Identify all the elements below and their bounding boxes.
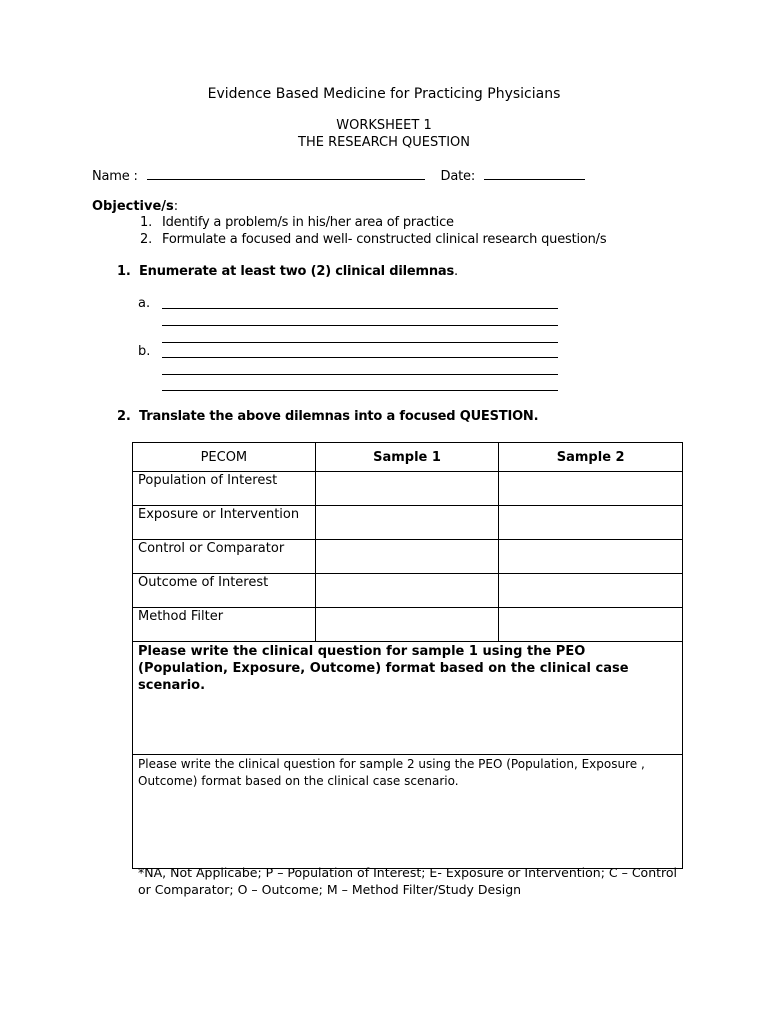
objective-text: Formulate a focused and well- constructed clinical research question/s bbox=[162, 232, 607, 247]
row-label-exposure: Exposure or Intervention bbox=[133, 506, 316, 540]
pecom-table bbox=[132, 442, 683, 869]
row-label-population: Population of Interest bbox=[133, 472, 316, 506]
cell-sample-2[interactable] bbox=[499, 608, 683, 642]
document-title: Evidence Based Medicine for Practicing Physicians bbox=[207, 86, 561, 102]
answer-b-line-3[interactable] bbox=[162, 390, 558, 391]
objectives-heading bbox=[92, 199, 178, 214]
cell-sample-2[interactable] bbox=[499, 574, 683, 608]
header-sample-1: Sample 1 bbox=[315, 443, 499, 472]
cell-sample-2[interactable] bbox=[499, 506, 683, 540]
objectives-label: Objective/s bbox=[92, 199, 174, 214]
answer-b-label: b. bbox=[138, 344, 151, 359]
answer-b-line-2[interactable] bbox=[162, 374, 558, 375]
question-1-text: Enumerate at least two (2) clinical dilemnas bbox=[139, 264, 455, 279]
answer-a-line-1[interactable] bbox=[162, 308, 558, 309]
question-2-text: Translate the above dilemnas into a focused QUESTION. bbox=[139, 409, 539, 424]
cell-sample-2[interactable] bbox=[499, 540, 683, 574]
cell-sample-1[interactable] bbox=[315, 540, 499, 574]
question-1 bbox=[117, 264, 458, 279]
row-label-outcome: Outcome of Interest bbox=[133, 574, 316, 608]
date-label: Date: bbox=[440, 169, 475, 184]
name-label: Name : bbox=[92, 169, 138, 184]
name-date-row bbox=[92, 167, 585, 184]
cell-sample-1[interactable] bbox=[315, 608, 499, 642]
question-1-period: . bbox=[454, 264, 458, 279]
objective-item bbox=[140, 232, 606, 247]
row-label-method: Method Filter bbox=[133, 608, 316, 642]
clinical-question-2-cell[interactable]: Please write the clinical question for sample 2 using the PEO (Population, Exposure , Outcome) format based on the clinical case scenario. bbox=[133, 755, 683, 869]
clinical-question-1-cell[interactable]: Please write the clinical question for sample 1 using the PEO (Population, Exposure, Outcome) format based on the clinical case scenario. bbox=[133, 642, 683, 755]
answer-b-line-1[interactable] bbox=[162, 357, 558, 358]
worksheet-subtitle: THE RESEARCH QUESTION bbox=[298, 135, 470, 150]
answer-a-label: a. bbox=[138, 296, 151, 311]
table-row bbox=[133, 472, 683, 506]
objective-item bbox=[140, 215, 454, 230]
table-header-row bbox=[133, 443, 683, 472]
table-row bbox=[133, 540, 683, 574]
answer-a-line-3[interactable] bbox=[162, 342, 558, 343]
objective-text: Identify a problem/s in his/her area of practice bbox=[162, 215, 454, 230]
name-field[interactable] bbox=[147, 167, 425, 180]
row-label-control: Control or Comparator bbox=[133, 540, 316, 574]
header-sample-2: Sample 2 bbox=[499, 443, 683, 472]
table-row bbox=[133, 506, 683, 540]
question-1-number: 1. bbox=[117, 264, 131, 279]
cell-sample-1[interactable] bbox=[315, 574, 499, 608]
objectives-colon: : bbox=[173, 199, 179, 214]
cell-sample-1[interactable] bbox=[315, 506, 499, 540]
answer-a-line-2[interactable] bbox=[162, 325, 558, 326]
worksheet-number: WORKSHEET 1 bbox=[336, 118, 432, 133]
footnote: *NA, Not Applicabe; P – Population of Interest; E- Exposure or Intervention; C – Control or Comparator; O – Outcome; M – Method Filter/Study Design bbox=[138, 865, 678, 897]
objective-number: 1. bbox=[140, 215, 153, 230]
table-row bbox=[133, 608, 683, 642]
cell-sample-1[interactable] bbox=[315, 472, 499, 506]
date-field[interactable] bbox=[484, 167, 585, 180]
question-2-number: 2. bbox=[117, 409, 131, 424]
cell-sample-2[interactable] bbox=[499, 472, 683, 506]
header-pecom: PECOM bbox=[133, 443, 316, 472]
question-2 bbox=[117, 409, 538, 424]
question-1-row bbox=[133, 642, 683, 755]
question-2-row bbox=[133, 755, 683, 869]
objective-number: 2. bbox=[140, 232, 153, 247]
table-row bbox=[133, 574, 683, 608]
